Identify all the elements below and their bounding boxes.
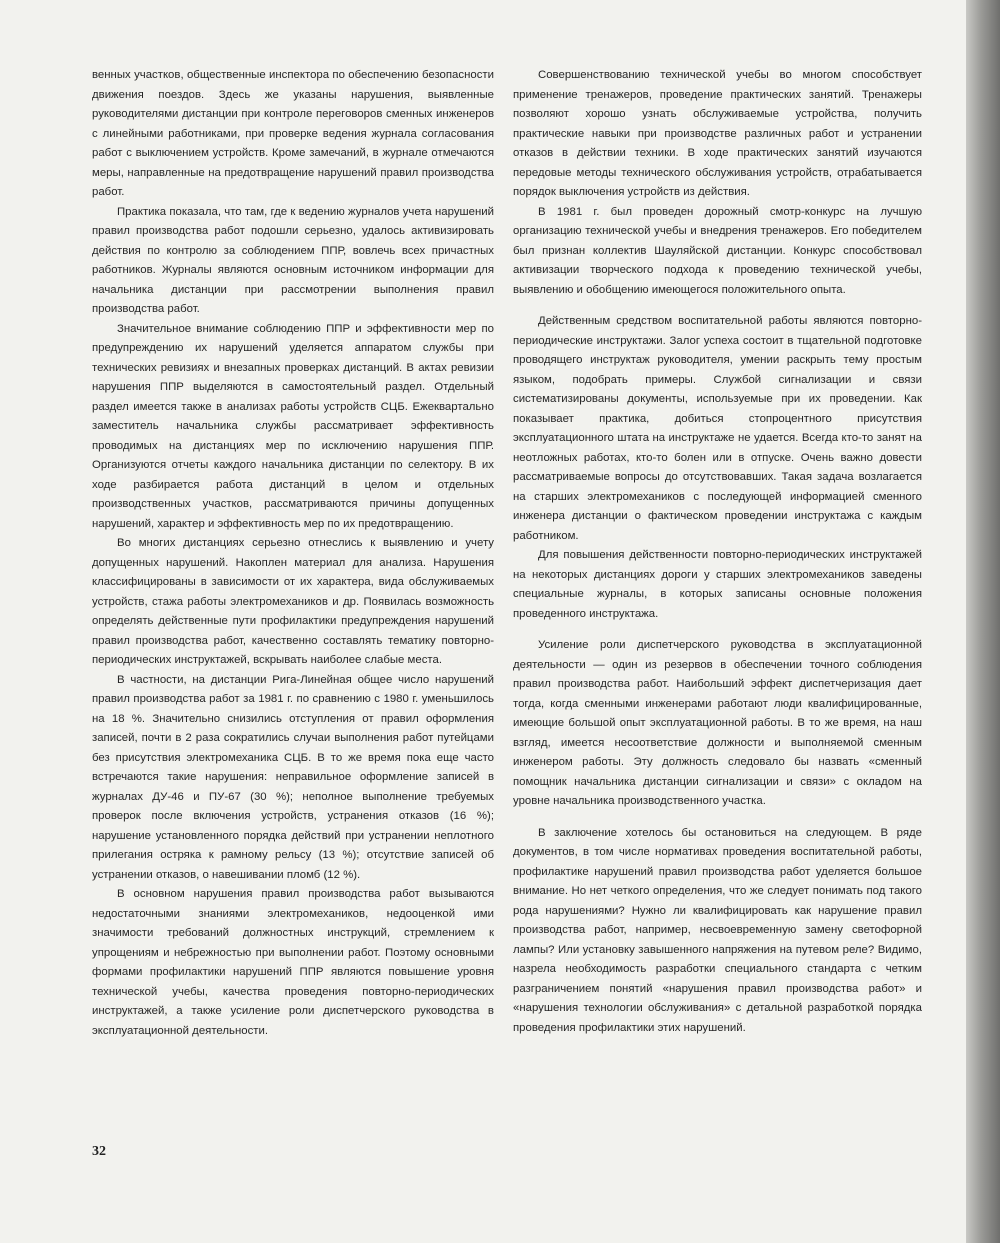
paragraph: В частности, на дистанции Рига-Линейная общее число нарушений правил производства работ за 1981 г. по сравнению с 1980 г. уменьшилось на 18 %. Значительно снизились отступления от правил оформления записей, почти в 2 раза сократились случаи выполнения работ путейцами без присутствия электромеханика СЦБ. В то же время пока еще часто встречаются такие нарушения: неправильное оформление записей в журналах ДУ-46 и ПУ-67 (30 %); неполное выполнение требуемых проверок после включения устройств, устранения отказов (16 %); нарушение установленного порядка действий при устранении неплотного прилегания остряка к рамному рельсу (13 %); отсутствие записей об устранении отказов, о навешивании пломб (12 %). — [92, 673, 494, 881]
paragraph: Во многих дистанциях серьезно отнеслись к выявлению и учету допущенных нарушений. Накоплен материал для анализа. Нарушения классифицированы в зависимости от их характера, вида обслуживаемых устройств, стажа работы электромехаников и др. Появилась возможность определять действенные пути профилактики предупреждения нарушений правил производства работ, качественно составлять тематику повторно-периодических инструктажей, вскрывать наиболее слабые места. — [92, 537, 494, 666]
paragraph: Значительное внимание соблюдению ППР и эффективности мер по предупреждению их нарушений уделяется аппаратом службы при технических ревизиях и внезапных проверках дистанций. В актах ревизии нарушения ППР выделяются в самостоятельный раздел. Отдельный раздел имеется также в анализах работы устройств СЦБ. Ежеквартально заместитель начальника службы рассматривает эффективность проводимых на дистанциях мер по исключению нарушения ППР. Организуются отчеты каждого начальника дистанции по селектору. В их ходе разбирается работа дистанций в целом и отдельных производственных участков, рассматриваются причины допущенных нарушений, характер и эффективность мер по их предотвращению. — [92, 322, 494, 530]
book-spine-shadow — [966, 0, 1000, 1243]
page-number: 32 — [92, 1144, 106, 1159]
paragraph: Для повышения действенности повторно-периодических инструктажей на некоторых дистанциях дороги у старших электромехаников заведены специальные журналы, в которых записаны основные положения проведенного инструктажа. — [513, 549, 922, 620]
left-column — [92, 66, 494, 1041]
paragraph: В заключение хотелось бы остановиться на следующем. В ряде документов, в том числе нормативах проведения воспитательной работы, профилактике нарушений правил производства работ уделяется большое внимание. Но нет четкого определения, что же следует понимать под такого рода нарушениями? Нужно ли квалифицировать как нарушение правил производства работ, например, несвоевременную замену светофорной лампы? Или установку завышенного напряжения на путевом реле? Видимо, назрела необходимость разработки специального стандарта с четким разграничением понятий «нарушения правил производства работ» и «нарушения технологии обслуживания» с детальной разработкой порядка проведения профилактики этих нарушений. — [513, 826, 922, 1034]
paragraph: Совершенствованию технической учебы во многом способствует применение тренажеров, проведение практических занятий. Тренажеры позволяют хорошо узнать обслуживаемые устройства, получить практические навыки при производстве различных работ и устранении отказов в действии техники. В ходе практических занятий изучаются передовые методы технического обслуживания устройств, отрабатывается порядок выключения устройств из действия. — [513, 69, 922, 198]
paragraph: Действенным средством воспитательной работы являются повторно-периодические инструктажи. Залог успеха состоит в тщательной подготовке проводящего инструктаж руководителя, умении раскрыть тему простым языком, подобрать примеры. Службой сигнализации и связи систематизированы документы, используемые при их проведении. Как показывает практика, добиться стопроцентного присутствия эксплуатационного штата на инструктаже не удается. Всегда кто-то занят на неотложных работах, кто-то болен или в отпуске. Очень важно довести рассматриваемые вопросы до отсутствовавших. Такая задача возлагается на старших электромехаников с последующей информацией сменного инженера дистанции о фактическом проведении инструктажа с каждым работником. — [513, 315, 922, 542]
paragraph: Практика показала, что там, где к ведению журналов учета нарушений правил производства работ подошли серьезно, удалось активизировать действия по контролю за соблюдением ППР, вовлечь всех причастных работников. Журналы являются основным источником информации для начальника дистанции при рассмотрении выполнения правил производства работ. — [92, 205, 494, 315]
right-column — [513, 66, 922, 1038]
paragraph: венных участков, общественные инспектора по обеспечению безопасности движения поездов. Здесь же указаны нарушения, выявленные руководителями дистанции при контроле переговоров сменных инженеров с линейными работниками, при проверке ведения журнала согласования работ с выключением устройств. Кроме замечаний, в журнале отмечаются меры, направленные на предотвращение нарушений правил производства работ. — [92, 69, 494, 198]
paragraph: В основном нарушения правил производства работ вызываются недостаточными знаниями электромехаников, недооценкой ими значимости требований должностных инструкций, стремлением к упрощениям и небрежностью при выполнении работ. Поэтому основными формами профилактики нарушений ППР являются повышение уровня технической учебы, качества проведения повторно-периодических инструктажей, а также усиление роли диспетчерского руководства в эксплуатационной деятельности. — [92, 888, 494, 1037]
paragraph: В 1981 г. был проведен дорожный смотр-конкурс на лучшую организацию технической учебы и внедрения тренажеров. Его победителем был признан коллектив Шауляйской дистанции. Конкурс способствовал активизации творческого подхода к проведению технической учебы, выявлению и обобщению имеющегося положительного опыта. — [513, 205, 922, 296]
paragraph: Усиление роли диспетчерского руководства в эксплуатационной деятельности — один из резервов в обеспечении точного соблюдения правил производства работ. Наибольший эффект диспетчеризация дает тогда, когда сменными инженерами работают люди квалифицированные, имеющие большой опыт эксплуатационной работы. В то же время, на наш взгляд, имеется несоответствие должности и выполняемой сменным инженером работы. Эту должность следовало бы назвать «сменный помощник начальника дистанции сигнализации и связи» с окладом на уровне начальника производственного участка. — [513, 639, 922, 807]
